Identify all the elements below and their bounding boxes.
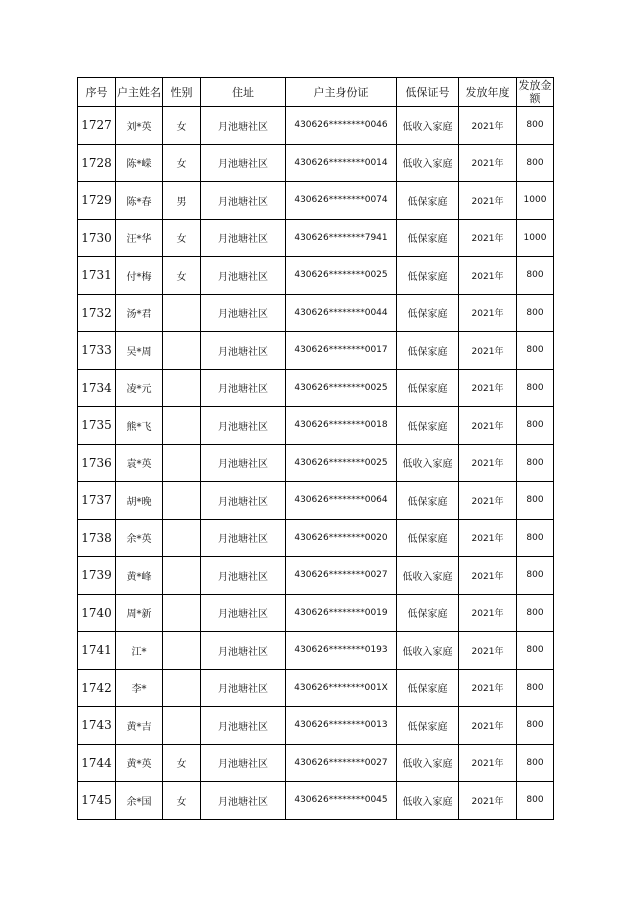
cell-cert-no: 低收入家庭 xyxy=(397,107,459,145)
table-row xyxy=(78,407,554,445)
cell-id-number: 430626********0018 xyxy=(286,407,397,445)
table-row xyxy=(78,332,554,370)
cell-year: 2021年 xyxy=(459,407,517,445)
cell-amount: 800 xyxy=(517,482,554,520)
table-row xyxy=(78,294,554,332)
cell-seq: 1727 xyxy=(78,107,116,145)
cell-name: 周*新 xyxy=(116,594,163,632)
cell-seq: 1743 xyxy=(78,707,116,745)
cell-year: 2021年 xyxy=(459,182,517,220)
cell-year: 2021年 xyxy=(459,219,517,257)
cell-gender xyxy=(163,444,201,482)
cell-year: 2021年 xyxy=(459,632,517,670)
cell-cert-no: 低保家庭 xyxy=(397,219,459,257)
cell-id-number: 430626********0027 xyxy=(286,557,397,595)
cell-name: 黄*英 xyxy=(116,744,163,782)
table-row xyxy=(78,369,554,407)
cell-address: 月池塘社区 xyxy=(201,707,286,745)
cell-name: 黄*峰 xyxy=(116,557,163,595)
cell-id-number: 430626********0020 xyxy=(286,519,397,557)
header-row xyxy=(78,78,554,107)
cell-year: 2021年 xyxy=(459,519,517,557)
cell-cert-no: 低收入家庭 xyxy=(397,782,459,820)
cell-id-number: 430626********0013 xyxy=(286,707,397,745)
cell-address: 月池塘社区 xyxy=(201,407,286,445)
cell-year: 2021年 xyxy=(459,332,517,370)
cell-amount: 1000 xyxy=(517,219,554,257)
cell-cert-no: 低保家庭 xyxy=(397,407,459,445)
cell-gender xyxy=(163,294,201,332)
cell-year: 2021年 xyxy=(459,107,517,145)
cell-address: 月池塘社区 xyxy=(201,182,286,220)
cell-gender xyxy=(163,632,201,670)
table-row xyxy=(78,557,554,595)
cell-amount: 800 xyxy=(517,144,554,182)
cell-seq: 1736 xyxy=(78,444,116,482)
table-row xyxy=(78,182,554,220)
cell-gender xyxy=(163,557,201,595)
cell-seq: 1741 xyxy=(78,632,116,670)
cell-seq: 1728 xyxy=(78,144,116,182)
cell-address: 月池塘社区 xyxy=(201,332,286,370)
cell-year: 2021年 xyxy=(459,594,517,632)
cell-id-number: 430626********0019 xyxy=(286,594,397,632)
table-body xyxy=(78,107,554,820)
cell-name: 熊*飞 xyxy=(116,407,163,445)
cell-amount: 800 xyxy=(517,332,554,370)
cell-id-number: 430626********001X xyxy=(286,669,397,707)
cell-amount: 800 xyxy=(517,594,554,632)
cell-id-number: 430626********0193 xyxy=(286,632,397,670)
cell-address: 月池塘社区 xyxy=(201,632,286,670)
cell-cert-no: 低保家庭 xyxy=(397,369,459,407)
header-id-number: 户主身份证 xyxy=(286,78,397,107)
cell-cert-no: 低保家庭 xyxy=(397,519,459,557)
cell-name: 胡*晚 xyxy=(116,482,163,520)
cell-year: 2021年 xyxy=(459,444,517,482)
cell-cert-no: 低收入家庭 xyxy=(397,557,459,595)
cell-seq: 1744 xyxy=(78,744,116,782)
cell-year: 2021年 xyxy=(459,294,517,332)
table-row xyxy=(78,444,554,482)
cell-name: 付*梅 xyxy=(116,257,163,295)
cell-gender xyxy=(163,369,201,407)
cell-cert-no: 低收入家庭 xyxy=(397,144,459,182)
cell-seq: 1738 xyxy=(78,519,116,557)
cell-name: 吴*周 xyxy=(116,332,163,370)
cell-amount: 800 xyxy=(517,557,554,595)
cell-address: 月池塘社区 xyxy=(201,144,286,182)
cell-gender: 女 xyxy=(163,144,201,182)
cell-name: 汤*君 xyxy=(116,294,163,332)
cell-id-number: 430626********0017 xyxy=(286,332,397,370)
cell-amount: 800 xyxy=(517,444,554,482)
cell-gender xyxy=(163,519,201,557)
cell-name: 江* xyxy=(116,632,163,670)
header-name: 户主姓名 xyxy=(116,78,163,107)
cell-address: 月池塘社区 xyxy=(201,257,286,295)
cell-gender xyxy=(163,332,201,370)
cell-cert-no: 低保家庭 xyxy=(397,669,459,707)
cell-address: 月池塘社区 xyxy=(201,744,286,782)
cell-address: 月池塘社区 xyxy=(201,444,286,482)
cell-amount: 800 xyxy=(517,782,554,820)
cell-gender xyxy=(163,707,201,745)
cell-amount: 800 xyxy=(517,519,554,557)
cell-year: 2021年 xyxy=(459,257,517,295)
cell-name: 袁*英 xyxy=(116,444,163,482)
cell-year: 2021年 xyxy=(459,369,517,407)
table-row xyxy=(78,482,554,520)
cell-gender: 女 xyxy=(163,744,201,782)
cell-amount: 800 xyxy=(517,369,554,407)
header-address: 住址 xyxy=(201,78,286,107)
cell-gender xyxy=(163,594,201,632)
table-row xyxy=(78,707,554,745)
cell-cert-no: 低收入家庭 xyxy=(397,632,459,670)
cell-seq: 1740 xyxy=(78,594,116,632)
cell-name: 陈*嵘 xyxy=(116,144,163,182)
cell-name: 李* xyxy=(116,669,163,707)
cell-gender: 女 xyxy=(163,107,201,145)
cell-name: 黄*吉 xyxy=(116,707,163,745)
cell-cert-no: 低保家庭 xyxy=(397,594,459,632)
cell-cert-no: 低收入家庭 xyxy=(397,744,459,782)
cell-address: 月池塘社区 xyxy=(201,782,286,820)
header-gender: 性别 xyxy=(163,78,201,107)
cell-gender: 女 xyxy=(163,257,201,295)
cell-cert-no: 低保家庭 xyxy=(397,482,459,520)
header-amount: 发放金额 xyxy=(518,79,552,105)
cell-seq: 1734 xyxy=(78,369,116,407)
cell-seq: 1729 xyxy=(78,182,116,220)
cell-address: 月池塘社区 xyxy=(201,369,286,407)
cell-cert-no: 低保家庭 xyxy=(397,707,459,745)
cell-amount: 800 xyxy=(517,294,554,332)
cell-year: 2021年 xyxy=(459,707,517,745)
cell-id-number: 430626********0027 xyxy=(286,744,397,782)
cell-address: 月池塘社区 xyxy=(201,482,286,520)
cell-seq: 1733 xyxy=(78,332,116,370)
cell-gender: 女 xyxy=(163,219,201,257)
cell-address: 月池塘社区 xyxy=(201,219,286,257)
cell-address: 月池塘社区 xyxy=(201,594,286,632)
header-year: 发放年度 xyxy=(459,78,517,107)
cell-seq: 1737 xyxy=(78,482,116,520)
cell-id-number: 430626********0064 xyxy=(286,482,397,520)
table-row xyxy=(78,144,554,182)
cell-name: 刘*英 xyxy=(116,107,163,145)
cell-cert-no: 低保家庭 xyxy=(397,294,459,332)
cell-address: 月池塘社区 xyxy=(201,107,286,145)
cell-name: 凌*元 xyxy=(116,369,163,407)
cell-seq: 1745 xyxy=(78,782,116,820)
cell-id-number: 430626********0074 xyxy=(286,182,397,220)
cell-seq: 1732 xyxy=(78,294,116,332)
cell-seq: 1742 xyxy=(78,669,116,707)
cell-address: 月池塘社区 xyxy=(201,669,286,707)
cell-id-number: 430626********0045 xyxy=(286,782,397,820)
cell-seq: 1730 xyxy=(78,219,116,257)
cell-amount: 800 xyxy=(517,632,554,670)
cell-amount: 800 xyxy=(517,257,554,295)
cell-name: 陈*春 xyxy=(116,182,163,220)
cell-gender xyxy=(163,407,201,445)
table-row xyxy=(78,632,554,670)
table-row xyxy=(78,669,554,707)
cell-name: 余*英 xyxy=(116,519,163,557)
cell-amount: 800 xyxy=(517,744,554,782)
table-row xyxy=(78,257,554,295)
cell-address: 月池塘社区 xyxy=(201,557,286,595)
cell-amount: 800 xyxy=(517,669,554,707)
cell-gender xyxy=(163,669,201,707)
header-seq: 序号 xyxy=(78,78,116,107)
cell-id-number: 430626********0046 xyxy=(286,107,397,145)
cell-id-number: 430626********7941 xyxy=(286,219,397,257)
cell-id-number: 430626********0044 xyxy=(286,294,397,332)
cell-year: 2021年 xyxy=(459,144,517,182)
cell-amount: 800 xyxy=(517,107,554,145)
cell-id-number: 430626********0014 xyxy=(286,144,397,182)
cell-gender xyxy=(163,482,201,520)
cell-cert-no: 低保家庭 xyxy=(397,182,459,220)
cell-amount: 1000 xyxy=(517,182,554,220)
cell-year: 2021年 xyxy=(459,744,517,782)
table-row xyxy=(78,219,554,257)
cell-address: 月池塘社区 xyxy=(201,294,286,332)
cell-id-number: 430626********0025 xyxy=(286,444,397,482)
cell-year: 2021年 xyxy=(459,482,517,520)
cell-id-number: 430626********0025 xyxy=(286,369,397,407)
cell-seq: 1739 xyxy=(78,557,116,595)
table-row xyxy=(78,107,554,145)
cell-gender: 女 xyxy=(163,782,201,820)
cell-cert-no: 低收入家庭 xyxy=(397,444,459,482)
table-row xyxy=(78,594,554,632)
cell-name: 汪*华 xyxy=(116,219,163,257)
relief-roster-table xyxy=(77,77,554,820)
cell-seq: 1735 xyxy=(78,407,116,445)
cell-amount: 800 xyxy=(517,407,554,445)
cell-year: 2021年 xyxy=(459,782,517,820)
table-row xyxy=(78,744,554,782)
cell-id-number: 430626********0025 xyxy=(286,257,397,295)
cell-name: 余*国 xyxy=(116,782,163,820)
cell-amount: 800 xyxy=(517,707,554,745)
cell-year: 2021年 xyxy=(459,557,517,595)
cell-address: 月池塘社区 xyxy=(201,519,286,557)
cell-cert-no: 低保家庭 xyxy=(397,257,459,295)
header-cert-no: 低保证号 xyxy=(397,78,459,107)
cell-seq: 1731 xyxy=(78,257,116,295)
cell-year: 2021年 xyxy=(459,669,517,707)
table-row xyxy=(78,519,554,557)
cell-gender: 男 xyxy=(163,182,201,220)
cell-cert-no: 低保家庭 xyxy=(397,332,459,370)
table-row xyxy=(78,782,554,820)
